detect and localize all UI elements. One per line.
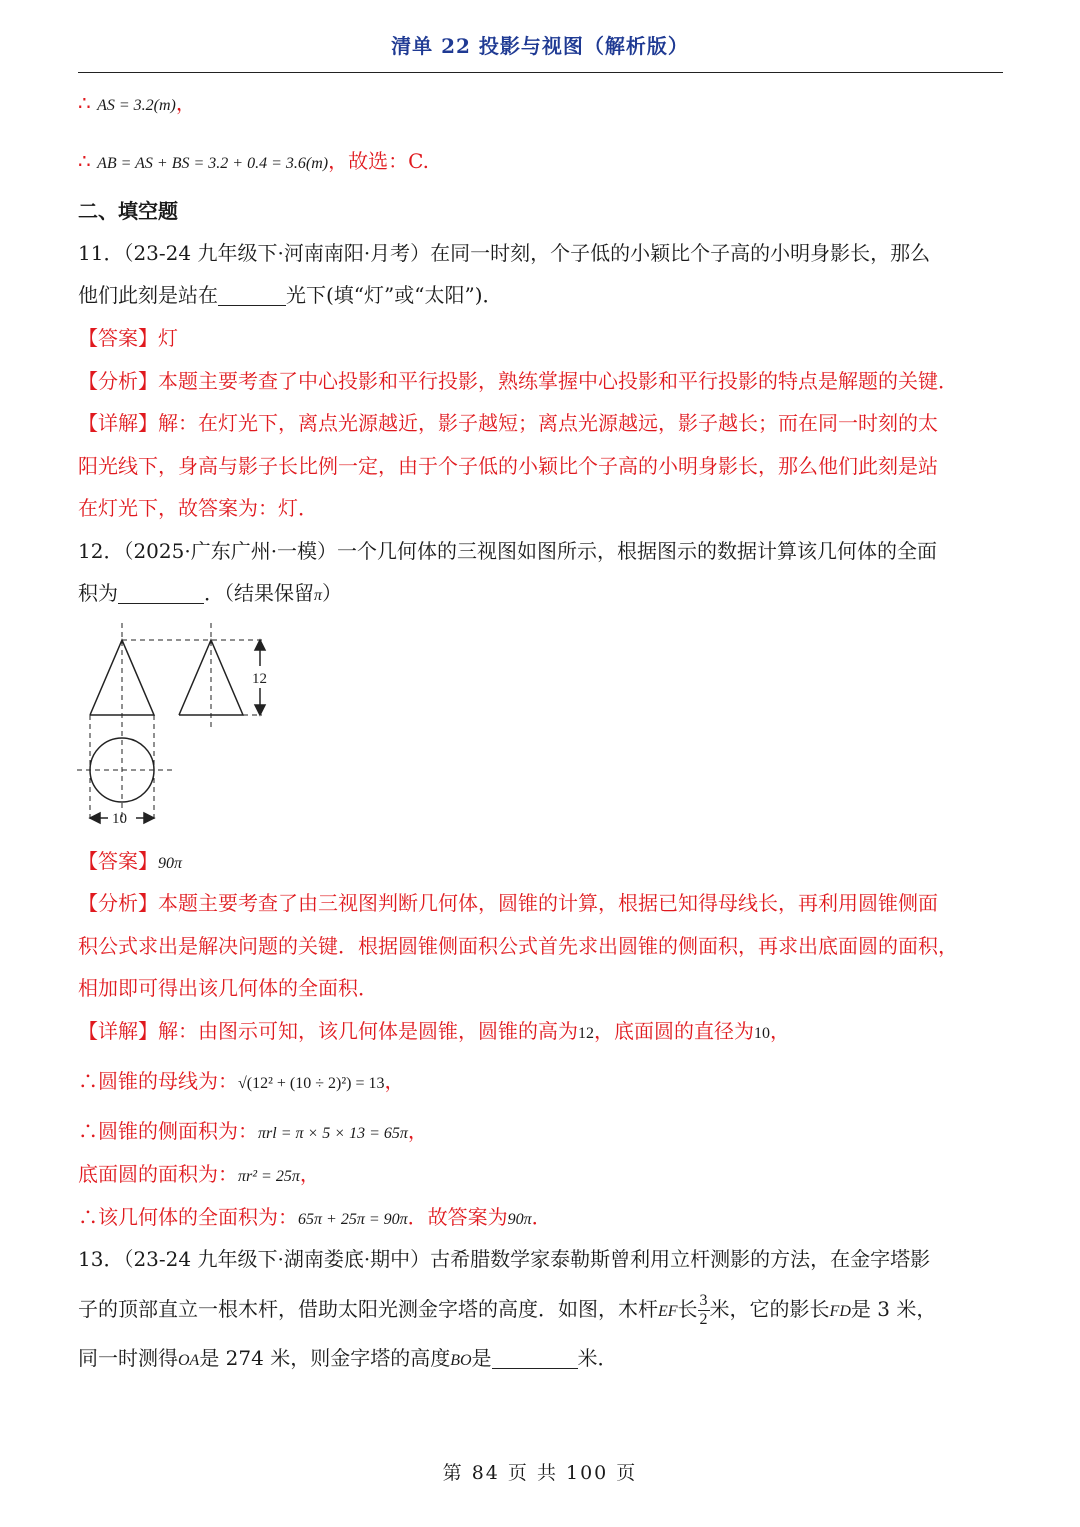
oa-label: OA (178, 1352, 200, 1369)
q12-text-c: ） (322, 581, 343, 605)
section-title: 二、填空题 (78, 199, 178, 223)
q11-line-1: 11．（23-24 九年级下·河南南阳·月考）在同一时刻，个子低的小颖比个子高的小明身影长，那么 (78, 241, 931, 265)
prev-line-2 (78, 140, 1003, 185)
step1-math: √(12² + (10 ÷ 2)²) = 13 (238, 1075, 385, 1092)
prev-math-1: AS = 3.2(m) (97, 97, 176, 114)
q13-text-d: 是 3 米， (850, 1297, 937, 1321)
step3-label: 底面圆的面积为： (78, 1162, 238, 1186)
pi-symbol: π (314, 587, 323, 604)
q12-analysis-3: 相加即可得出该几何体的全面积． (78, 976, 378, 1000)
q12-analysis-1: 【分析】本题主要考查了由三视图判断几何体，圆锥的计算，根据已知得母线长，再利用圆锥侧面 (78, 891, 938, 915)
page-footer: 第 84 页 共 100 页 (442, 1462, 638, 1484)
q11-analysis: 【分析】本题主要考查了中心投影和平行投影，熟练掌握中心投影和平行投影的特点是解题的关键． (78, 369, 958, 393)
step4-label: ∴该几何体的全面积为： (78, 1205, 298, 1229)
q12-detail-text-c: ， (770, 1019, 790, 1043)
three-view-figure (72, 618, 282, 833)
q13-text-a: 子的顶部直立一根木杆，借助太阳光测金字塔的高度．如图，木杆 (78, 1297, 658, 1321)
step2-label: ∴圆锥的侧面积为： (78, 1119, 258, 1143)
q12-step-4 (78, 1196, 1003, 1241)
q13-line-2 (78, 1285, 1003, 1336)
q13-text-f: 是 274 米，则金字塔的高度 (199, 1346, 451, 1370)
q12-answer-value: 90π (158, 855, 183, 872)
diameter-value: 10 (754, 1025, 770, 1042)
header-divider (78, 72, 1003, 73)
q12-answer (78, 840, 1003, 885)
q12-line-1: 12．（2025·广东广州·一模）一个几何体的三视图如图所示，根据图示的数据计算该几何体的全面 (78, 539, 938, 563)
fd-label: FD (829, 1303, 851, 1320)
q12-detail-text-a: 【详解】解：由图示可知，该几何体是圆锥，圆锥的高为 (78, 1019, 578, 1043)
step2-suffix: ， (407, 1119, 428, 1143)
step3-math: πr² = 25π (238, 1168, 300, 1185)
q11-line-2 (78, 274, 1003, 316)
page-title: 清单 22 投影与视图（解析版） (391, 34, 689, 58)
fraction-denominator: 2 (699, 1311, 708, 1328)
q12-detail-text-b: ，底面圆的直径为 (594, 1019, 754, 1043)
prev-math-2: AB = AS + BS = 3.2 + 0.4 = 3.6(m) (97, 155, 329, 172)
q11-detail-3: 在灯光下，故答案为：灯． (78, 496, 318, 520)
cone-height-value: 12 (578, 1025, 594, 1042)
q12-step-3 (78, 1153, 1003, 1198)
q13-text-e: 同一时测得 (78, 1346, 178, 1370)
step2-math: πrl = π × 5 × 13 = 65π (258, 1125, 408, 1142)
therefore-symbol: ∴ (78, 149, 91, 173)
height-label: 12 (252, 671, 267, 687)
fraction (698, 1292, 710, 1329)
prev-suffix-1: ， (175, 91, 196, 115)
q12-step-1 (78, 1060, 1003, 1105)
step4-suffix: ． (531, 1205, 552, 1229)
q11-detail-1: 【详解】解：在灯光下，离点光源越近，影子越短；离点光源越远，影子越长；而在同一时刻的太 (78, 411, 938, 435)
step1-label: ∴圆锥的母线为： (78, 1069, 238, 1093)
therefore-symbol: ∴ (78, 91, 91, 115)
prev-line-1 (78, 82, 1003, 127)
q13-text-c: 米，它的影长 (709, 1297, 830, 1321)
fraction-numerator: 3 (699, 1292, 708, 1309)
bo-label: BO (450, 1352, 472, 1369)
q12-blank (118, 579, 204, 604)
q13-text-h: 米． (577, 1346, 618, 1370)
q13-text-g: 是 (471, 1346, 492, 1370)
step4-value: 90π (507, 1211, 532, 1228)
step4-mid: ．故答案为 (407, 1205, 508, 1229)
q11-blank (218, 281, 286, 306)
step4-math: 65π + 25π = 90π (298, 1211, 408, 1228)
q12-answer-label: 【答案】 (78, 849, 158, 873)
q11-answer: 【答案】灯 (78, 326, 178, 350)
q13-line-3 (78, 1337, 1003, 1382)
q11-text-b: 光下(填“灯”或“太阳”)． (286, 283, 503, 307)
q13-line-1: 13．（23-24 九年级下·湖南娄底·期中）古希腊数学家泰勒斯曾利用立杆测影的方法，在金字塔影 (78, 1247, 931, 1271)
q12-text-b: ．（结果保留 (204, 581, 314, 605)
q11-detail-2: 阳光线下，身高与影子长比例一定，由于个子低的小颖比个子高的小明身影长，那么他们此刻是站 (78, 454, 938, 478)
q12-text-a: 积为 (78, 581, 118, 605)
q12-line-2 (78, 572, 1003, 617)
q13-text-b: 长 (677, 1297, 698, 1321)
q12-step-2 (78, 1110, 1003, 1155)
width-label: 10 (112, 811, 127, 827)
q11-text-a: 他们此刻是站在 (78, 283, 218, 307)
q13-blank (492, 1344, 578, 1369)
prev-suffix-2: ，故选：C. (328, 149, 430, 173)
q12-detail-1 (78, 1010, 1003, 1055)
step3-suffix: ， (299, 1162, 320, 1186)
q12-analysis-2: 积公式求出是解决问题的关键．根据圆锥侧面积公式首先求出圆锥的侧面积，再求出底面圆的面积， (78, 934, 958, 958)
ef-label: EF (658, 1303, 678, 1320)
step1-suffix: ， (384, 1069, 405, 1093)
